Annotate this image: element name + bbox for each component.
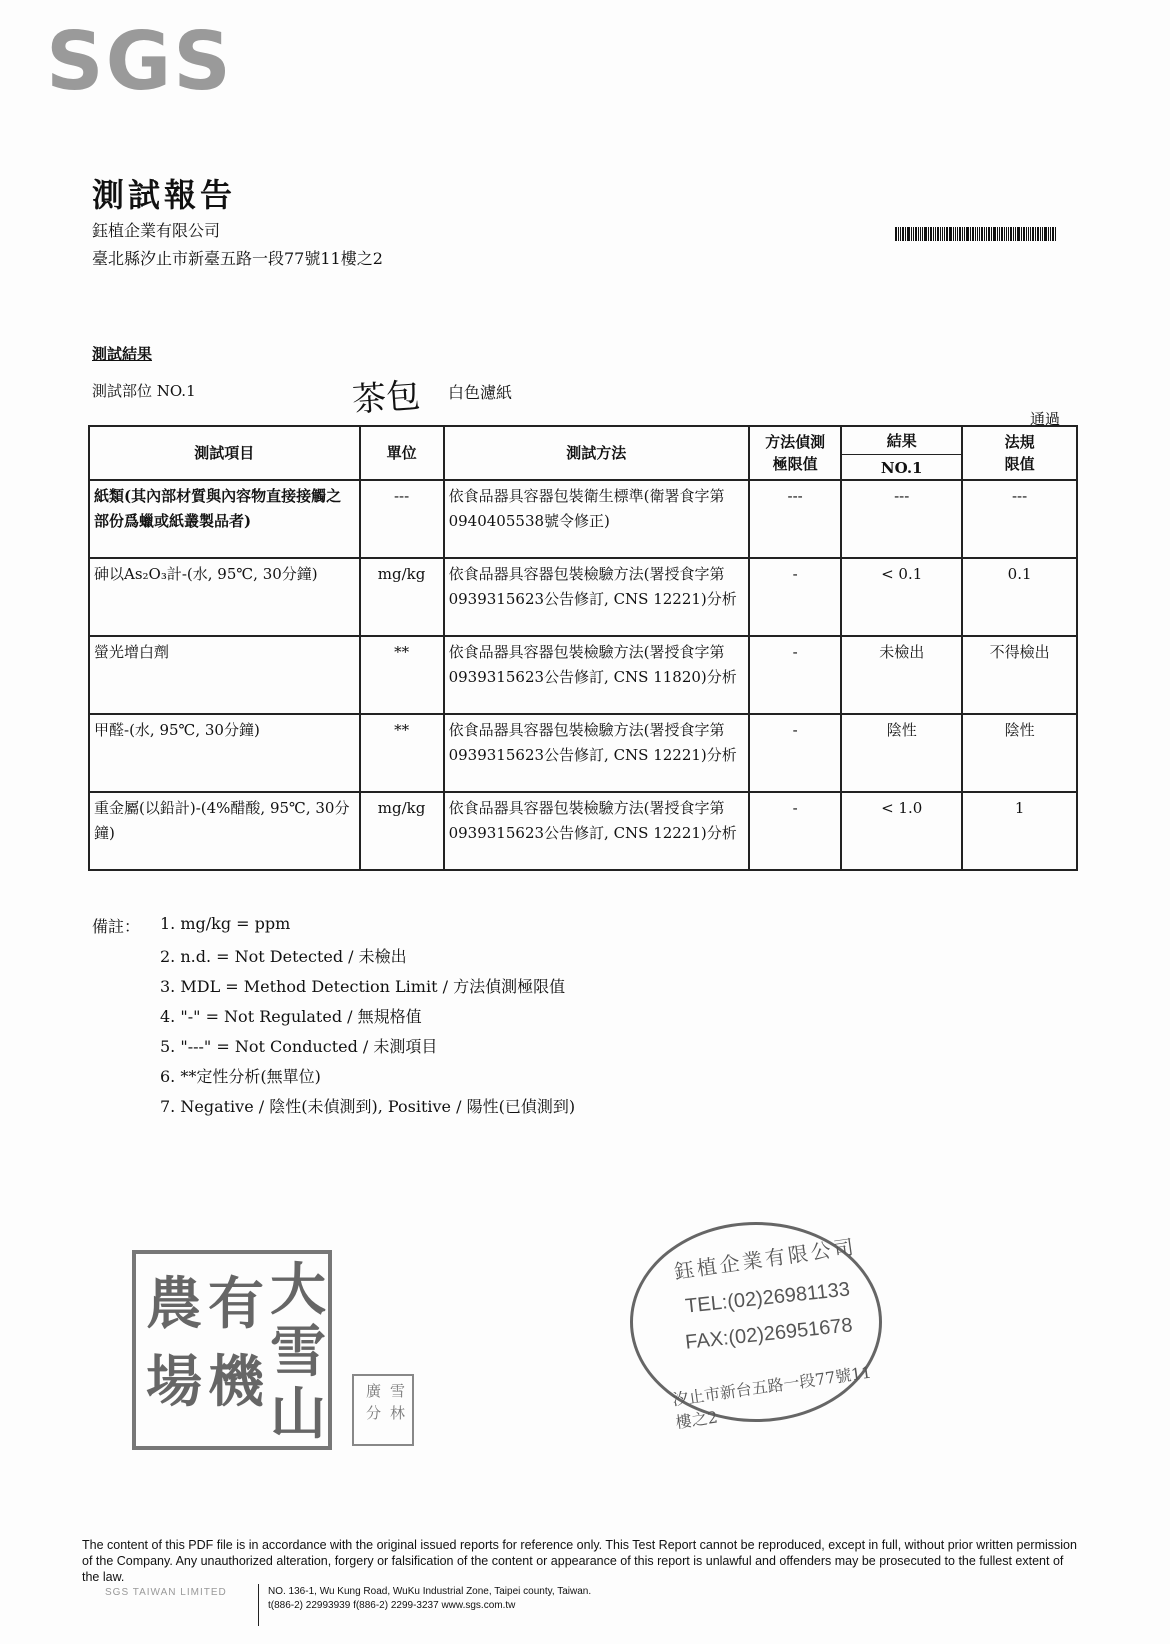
header-mdl bbox=[749, 426, 841, 480]
cell-item: 甲醛-(水, 95℃, 30分鐘) bbox=[89, 714, 360, 792]
farm-seal-char: 山 bbox=[270, 1381, 326, 1447]
header-result-label: 結果 bbox=[886, 432, 917, 450]
cell-result: < 0.1 bbox=[841, 558, 962, 636]
company-seal-name: 鈺植企業有限公司 bbox=[672, 1234, 858, 1284]
header-unit: 單位 bbox=[360, 426, 444, 480]
cell-method: 依食品器具容器包裝檢驗方法(署授食字第0939315623公告修訂, CNS 12221)分析 bbox=[444, 558, 749, 636]
cell-limit: 不得檢出 bbox=[962, 636, 1077, 714]
table-row bbox=[89, 636, 1077, 714]
cell-unit: mg/kg bbox=[360, 792, 444, 870]
material-label: 白色濾紙 bbox=[448, 383, 513, 402]
cell-mdl: - bbox=[749, 558, 841, 636]
farm-seal-char: 場 bbox=[146, 1349, 202, 1415]
company-seal-fax: FAX:(02)26951678 bbox=[684, 1314, 854, 1354]
small-seal-char: 分 bbox=[366, 1404, 382, 1422]
cell-mdl: - bbox=[749, 636, 841, 714]
barcode bbox=[895, 227, 1067, 241]
report-title: 測試報告 bbox=[92, 176, 237, 214]
cell-limit: 0.1 bbox=[962, 558, 1077, 636]
small-seal-char: 廣 bbox=[366, 1382, 382, 1400]
header-limit bbox=[962, 426, 1077, 480]
header-method: 測試方法 bbox=[444, 426, 749, 480]
company-seal-tel: TEL:(02)26981133 bbox=[684, 1278, 851, 1318]
cell-method: 依食品器具容器包裝檢驗方法(署授食字第0939315623公告修訂, CNS 12221)分析 bbox=[444, 792, 749, 870]
small-seal-stamp bbox=[352, 1374, 414, 1446]
note-item: 3. MDL = Method Detection Limit / 方法偵測極限值 bbox=[160, 977, 566, 996]
small-seal-char: 林 bbox=[390, 1404, 406, 1422]
footer-divider bbox=[258, 1584, 259, 1626]
cell-unit: mg/kg bbox=[360, 558, 444, 636]
company-address: 臺北縣汐止市新臺五路一段77號11樓之2 bbox=[92, 249, 383, 268]
note-item: 2. n.d. = Not Detected / 未檢出 bbox=[160, 947, 407, 966]
header-result bbox=[841, 426, 962, 480]
cell-unit: --- bbox=[360, 480, 444, 558]
footer-company: SGS TAIWAN LIMITED bbox=[105, 1587, 227, 1598]
header-mdl-line2: 極限值 bbox=[772, 455, 818, 473]
header-limit-line1: 法規 bbox=[1004, 433, 1035, 451]
handwritten-note: 茶包 bbox=[350, 375, 422, 421]
note-item: 1. mg/kg = ppm bbox=[160, 914, 291, 933]
note-item: 4. "-" = Not Regulated / 無規格值 bbox=[160, 1007, 422, 1026]
company-seal-stamp bbox=[630, 1222, 882, 1433]
pass-label: 通過 bbox=[1030, 410, 1061, 428]
cell-method: 依食品器具容器包裝檢驗方法(署授食字第0939315623公告修訂, CNS 11820)分析 bbox=[444, 636, 749, 714]
test-part-label: 測試部位 NO.1 bbox=[92, 382, 196, 400]
cell-limit: 陰性 bbox=[962, 714, 1077, 792]
company-name: 鈺植企業有限公司 bbox=[92, 221, 221, 240]
footer-address: NO. 136-1, Wu Kung Road, WuKu Industrial Zone, Taipei county, Taiwan. bbox=[268, 1586, 592, 1597]
farm-seal-char: 有 bbox=[208, 1271, 264, 1337]
cell-result: < 1.0 bbox=[841, 792, 962, 870]
cell-result: 未檢出 bbox=[841, 636, 962, 714]
farm-seal-char: 雪 bbox=[270, 1319, 326, 1385]
disclaimer-text: The content of this PDF file is in accordance with the original issued reports for reference only. This Test Report cannot be reproduced, except in full, without prior written permission of the Company. Any unauthorized alteration, forgery or falsification of the content or appearance of this report is unlawful and offenders may be prosecuted to the fullest extent of the law. bbox=[82, 1538, 1077, 1584]
header-limit-line2: 限值 bbox=[1004, 455, 1035, 473]
cell-result: 陰性 bbox=[841, 714, 962, 792]
footer-contact-block bbox=[268, 1585, 591, 1613]
header-item: 測試項目 bbox=[89, 426, 360, 480]
cell-item: 重金屬(以鉛計)-(4%醋酸, 95℃, 30分鐘) bbox=[89, 792, 360, 870]
notes-label: 備註： bbox=[92, 917, 141, 936]
note-item: 6. **定性分析(無單位) bbox=[160, 1067, 321, 1086]
table-row bbox=[89, 792, 1077, 870]
cell-mdl: - bbox=[749, 792, 841, 870]
cell-limit: --- bbox=[962, 480, 1077, 558]
note-item: 5. "---" = Not Conducted / 未測項目 bbox=[160, 1037, 438, 1056]
cell-result: --- bbox=[841, 480, 962, 558]
farm-seal-char: 大 bbox=[270, 1257, 326, 1323]
cell-mdl: - bbox=[749, 714, 841, 792]
note-item: 7. Negative / 陰性(未偵測到), Positive / 陽性(已偵測到) bbox=[160, 1097, 576, 1116]
company-seal-address: 汐止市新台五路一段77號11樓之2 bbox=[671, 1362, 873, 1433]
cell-unit: ** bbox=[360, 636, 444, 714]
sgs-logo: SGS bbox=[46, 15, 233, 108]
table-row bbox=[89, 480, 1077, 558]
cell-item: 紙類(其內部材質與內容物直接接觸之部份爲蠟或紙叢製品者) bbox=[89, 480, 360, 558]
cell-limit: 1 bbox=[962, 792, 1077, 870]
header-result-sub: NO.1 bbox=[842, 454, 961, 479]
table-row bbox=[89, 558, 1077, 636]
footer-contact: t(886-2) 22993939 f(886-2) 2299-3237 www.sgs.com.tw bbox=[268, 1600, 516, 1611]
results-table bbox=[88, 425, 1078, 871]
cell-method: 依食品器具容器包裝衛生標準(衛署食字第0940405538號令修正) bbox=[444, 480, 749, 558]
section-title: 測試結果 bbox=[92, 345, 153, 363]
cell-item: 砷以As₂O₃計-(水, 95℃, 30分鐘) bbox=[89, 558, 360, 636]
farm-seal-char: 機 bbox=[208, 1349, 264, 1415]
small-seal-char: 雪 bbox=[390, 1382, 406, 1400]
cell-item: 螢光增白劑 bbox=[89, 636, 360, 714]
farm-seal-stamp bbox=[132, 1250, 332, 1450]
table-row bbox=[89, 714, 1077, 792]
cell-unit: ** bbox=[360, 714, 444, 792]
cell-method: 依食品器具容器包裝檢驗方法(署授食字第0939315623公告修訂, CNS 12221)分析 bbox=[444, 714, 749, 792]
cell-mdl: --- bbox=[749, 480, 841, 558]
farm-seal-char: 農 bbox=[146, 1271, 202, 1337]
header-mdl-line1: 方法偵測 bbox=[765, 433, 826, 451]
